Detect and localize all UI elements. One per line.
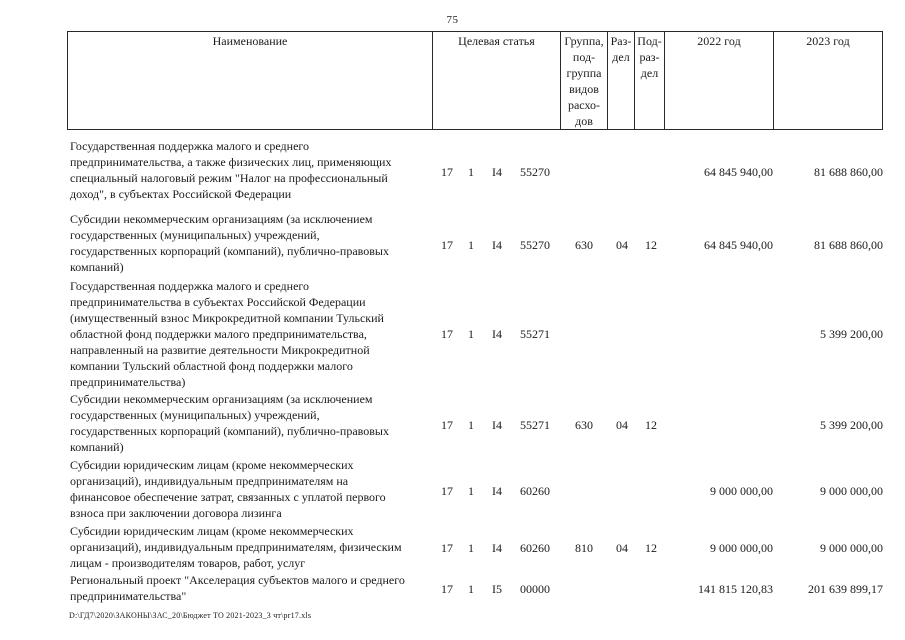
header-group-line: Группа, — [564, 34, 604, 48]
file-path-footer: D:\ГД7\2020\ЗАКОНЫ\ЗАС_20\Бюджет ТО 2021-2023_3 чт\pr17.xls — [69, 611, 312, 620]
header-razdel-line: дел — [612, 50, 630, 64]
row-name-line: областной фонд поддержки малого предпринимательства, — [70, 327, 367, 341]
cell-amount-2022: 9 000 000,00 — [710, 541, 773, 555]
cell-target-subprogram: 1 — [468, 165, 474, 179]
row-name — [70, 523, 435, 571]
row-name-line: направленный на развитие деятельности Микрокредитной — [70, 343, 370, 357]
page-number: 75 — [446, 14, 459, 26]
cell-target-program: 17 — [441, 484, 453, 498]
row-name-line: компаний) — [70, 260, 124, 274]
cell-target-subprogram: 1 — [468, 582, 474, 596]
cell-amount-2023: 9 000 000,00 — [820, 541, 883, 555]
cell-target-project: I4 — [492, 327, 502, 341]
cell-amount-2022: 64 845 940,00 — [704, 238, 773, 252]
row-name-line: финансовое обеспечение затрат, связанных с уплатой первого — [70, 490, 386, 504]
cell-target-project: I4 — [492, 484, 502, 498]
row-name-line: Субсидии юридическим лицам (кроме некоммерческих — [70, 458, 354, 472]
cell-razdel: 04 — [616, 238, 628, 252]
row-name-line: доход", в субъектах Российской Федерации — [70, 187, 292, 201]
header-razdel — [608, 32, 635, 130]
header-group-line: под- — [572, 50, 596, 64]
cell-target-code: 55271 — [520, 327, 550, 341]
cell-target-subprogram: 1 — [468, 238, 474, 252]
cell-amount-2022: 141 815 120,83 — [698, 582, 773, 596]
cell-target-code: 60260 — [520, 541, 550, 555]
header-year-2022: 2022 год — [665, 32, 774, 130]
row-name — [70, 138, 435, 202]
cell-target-project: I4 — [492, 165, 502, 179]
header-podrazdel — [635, 32, 665, 130]
cell-amount-2023: 81 688 860,00 — [814, 165, 883, 179]
cell-target-project: I4 — [492, 238, 502, 252]
cell-podrazdel: 12 — [645, 418, 657, 432]
header-target-article: Целевая статья — [433, 32, 561, 130]
header-podrazdel-line: раз- — [639, 50, 660, 64]
cell-amount-2023: 201 639 899,17 — [808, 582, 883, 596]
cell-target-project: I4 — [492, 418, 502, 432]
header-podrazdel-line: дел — [640, 66, 659, 80]
row-name-line: предпринимательства" — [70, 589, 187, 603]
row-name-line: организаций), индивидуальным предпринимателям, физическим — [70, 540, 402, 554]
row-name-line: государственных корпораций (компаний), публично-правовых — [70, 244, 389, 258]
header-name: Наименование — [68, 32, 433, 130]
row-name-line: предпринимательства) — [70, 375, 186, 389]
cell-target-program: 17 — [441, 327, 453, 341]
row-name — [70, 211, 435, 275]
header-year-2023: 2023 год — [774, 32, 883, 130]
row-name-line: (имущественный взнос Микрокредитной компании Тульский — [70, 311, 384, 325]
cell-amount-2023: 81 688 860,00 — [814, 238, 883, 252]
row-name — [70, 572, 435, 604]
row-name-line: Субсидии некоммерческим организациям (за исключением — [70, 392, 373, 406]
row-name — [70, 457, 435, 521]
cell-razdel: 04 — [616, 541, 628, 555]
row-name — [70, 278, 435, 390]
cell-amount-2023: 9 000 000,00 — [820, 484, 883, 498]
row-name-line: взноса при заключении договора лизинга — [70, 506, 282, 520]
cell-amount-2022: 64 845 940,00 — [704, 165, 773, 179]
cell-target-code: 55271 — [520, 418, 550, 432]
header-group-line: группа — [566, 66, 602, 80]
cell-target-subprogram: 1 — [468, 418, 474, 432]
row-name-line: государственных (муниципальных) учреждений, — [70, 228, 320, 242]
header-group-line: видов — [569, 82, 599, 96]
cell-target-program: 17 — [441, 238, 453, 252]
cell-target-subprogram: 1 — [468, 541, 474, 555]
row-name-line: лицам - производителям товаров, работ, услуг — [70, 556, 306, 570]
row-name-line: Государственная поддержка малого и среднего — [70, 279, 310, 293]
cell-group: 630 — [575, 238, 593, 252]
cell-target-project: I4 — [492, 541, 502, 555]
header-razdel-line: Раз- — [610, 34, 632, 48]
cell-amount-2023: 5 399 200,00 — [820, 418, 883, 432]
row-name-line: государственных корпораций (компаний), публично-правовых — [70, 424, 389, 438]
cell-amount-2022: 9 000 000,00 — [710, 484, 773, 498]
row-name-line: Государственная поддержка малого и среднего — [70, 139, 310, 153]
cell-target-code: 55270 — [520, 238, 550, 252]
row-name-line: предпринимательства, а также физических лиц, применяющих — [70, 155, 392, 169]
row-name-line: специальный налоговый режим "Налог на профессиональный — [70, 171, 388, 185]
row-name-line: Субсидии некоммерческим организациям (за исключением — [70, 212, 373, 226]
table-header — [67, 31, 883, 130]
header-group — [561, 32, 608, 130]
row-name-line: Региональный проект "Акселерация субъектов малого и среднего — [70, 573, 405, 587]
row-name-line: государственных (муниципальных) учреждений, — [70, 408, 320, 422]
row-name-line: организаций), индивидуальным предпринимателям на — [70, 474, 349, 488]
header-group-line: расхо- — [567, 98, 601, 112]
cell-target-code: 00000 — [520, 582, 550, 596]
cell-target-program: 17 — [441, 541, 453, 555]
cell-group: 630 — [575, 418, 593, 432]
cell-target-program: 17 — [441, 582, 453, 596]
cell-target-program: 17 — [441, 165, 453, 179]
cell-podrazdel: 12 — [645, 238, 657, 252]
cell-target-subprogram: 1 — [468, 327, 474, 341]
row-name-line: компании Тульский областной фонд поддержки малого — [70, 359, 353, 373]
cell-target-subprogram: 1 — [468, 484, 474, 498]
cell-target-project: I5 — [492, 582, 502, 596]
header-group-line: дов — [575, 114, 593, 128]
cell-target-code: 60260 — [520, 484, 550, 498]
row-name-line: предпринимательства в субъектах Российской Федерации — [70, 295, 366, 309]
cell-group: 810 — [575, 541, 593, 555]
cell-podrazdel: 12 — [645, 541, 657, 555]
row-name — [70, 391, 435, 455]
row-name-line: Субсидии юридическим лицам (кроме некоммерческих — [70, 524, 354, 538]
cell-amount-2023: 5 399 200,00 — [820, 327, 883, 341]
cell-razdel: 04 — [616, 418, 628, 432]
cell-target-code: 55270 — [520, 165, 550, 179]
row-name-line: компаний) — [70, 440, 124, 454]
cell-target-program: 17 — [441, 418, 453, 432]
header-podrazdel-line: Под- — [637, 34, 662, 48]
